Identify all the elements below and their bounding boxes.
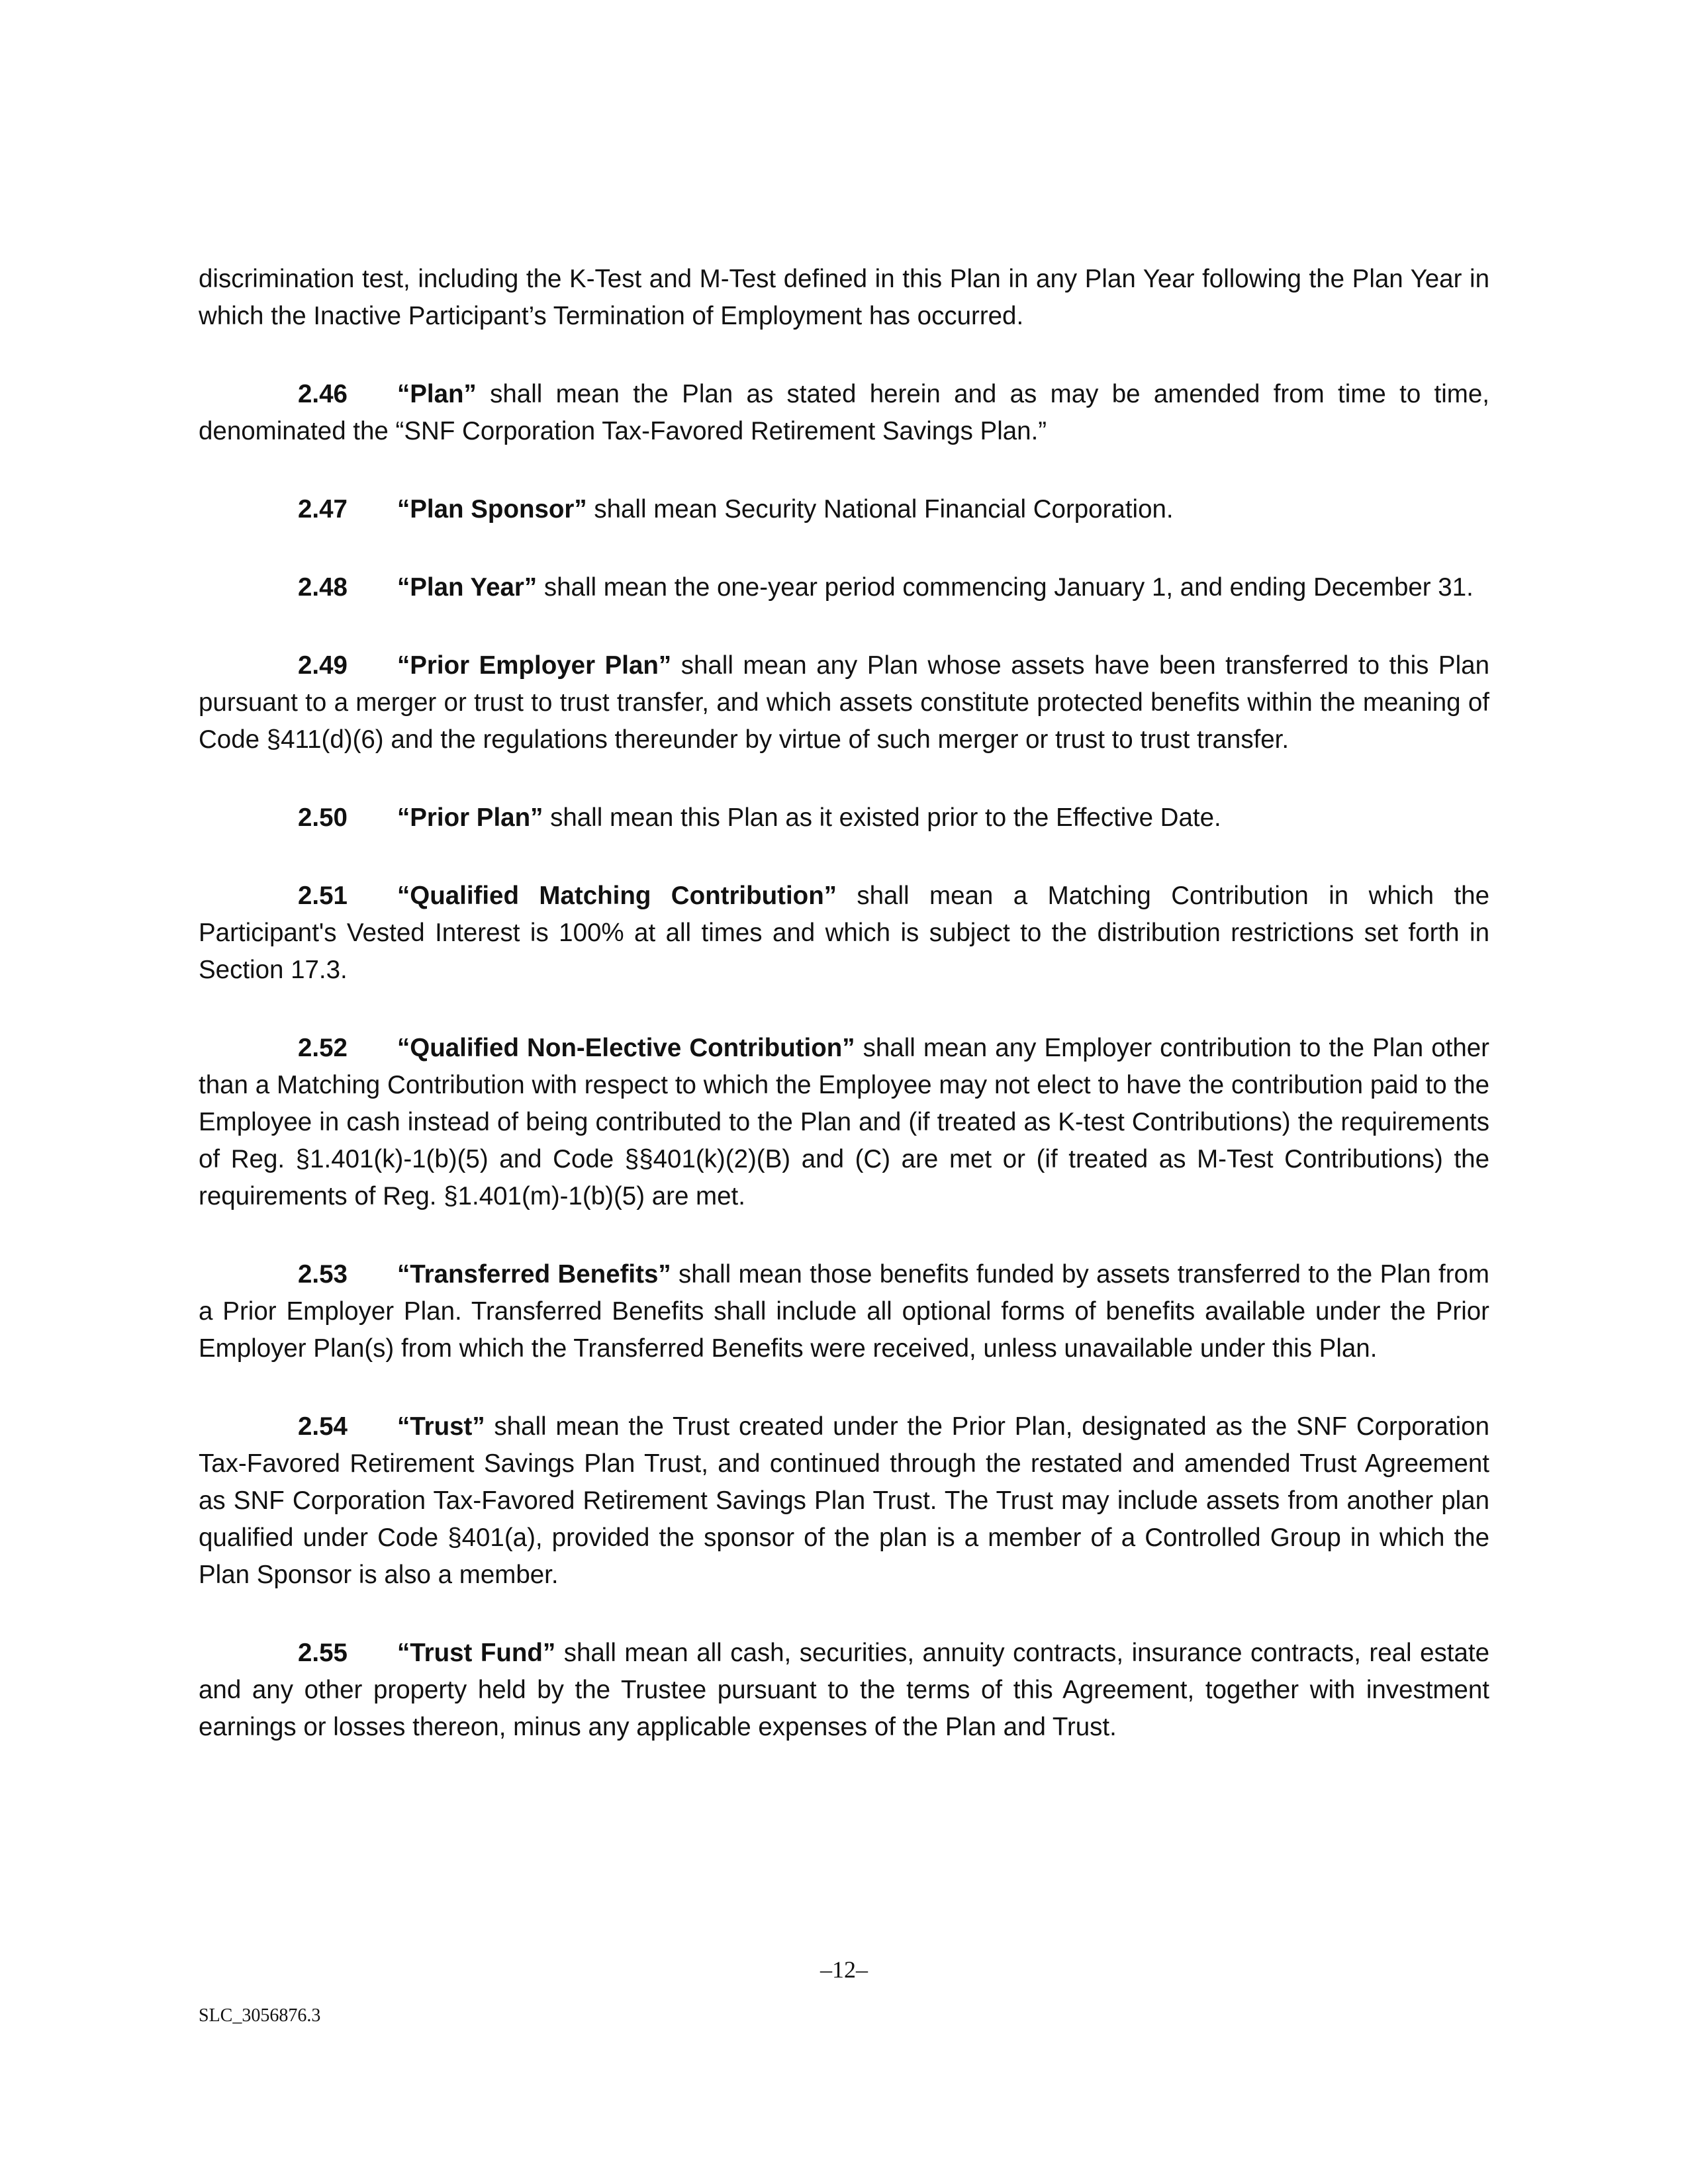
page-number: –12– [820, 1956, 868, 1983]
section-number: 2.47 [298, 494, 348, 523]
section-2-54 [199, 1408, 1489, 1594]
document-id: SLC_3056876.3 [199, 2005, 321, 2026]
definition-text: shall mean the Plan as stated herein and as may be amended from time to time, denominated the “SNF Corporation Tax-Favored Retirement Savings Plan.” [199, 379, 1489, 445]
definition-text: shall mean those benefits funded by assets transferred to the Plan from a Prior Employer Plan. Transferred Benefits shall include all optional forms of benefits available under the Prior Employer Plan(s) from which the Transferred Benefits were received, unless unavailable under this Plan. [199, 1259, 1489, 1363]
document-body [199, 235, 1489, 1787]
section-2-53 [199, 1256, 1489, 1367]
section-2-55 [199, 1635, 1489, 1746]
definition-text: shall mean this Plan as it existed prior to the Effective Date. [543, 803, 1221, 832]
section-number: 2.55 [298, 1638, 348, 1667]
section-number: 2.54 [298, 1412, 348, 1441]
section-number: 2.52 [298, 1033, 348, 1062]
continuation-paragraph: discrimination test, including the K-Test and M-Test defined in this Plan in any Plan Year following the Plan Year in which the Inactive Participant’s Termination of Employment has occurred. [199, 264, 1489, 330]
defined-term: “Qualified Matching Contribution” [397, 881, 837, 910]
section-2-50 [199, 799, 1489, 837]
defined-term: “Trust” [397, 1412, 485, 1441]
defined-term: “Trust Fund” [397, 1638, 556, 1667]
section-number: 2.51 [298, 881, 348, 910]
section-2-49 [199, 647, 1489, 758]
section-2-52 [199, 1030, 1489, 1215]
section-2-48 [199, 569, 1489, 606]
defined-term: “Plan” [397, 379, 477, 408]
section-number: 2.50 [298, 803, 348, 832]
section-number: 2.48 [298, 572, 348, 602]
definition-text: shall mean any Employer contribution to the Plan other than a Matching Contribution with respect to which the Employee may not elect to have the contribution paid to the Employee in cash instead of being contributed to the Plan and (if treated as K-test Contributions) the requirements of Reg. §1.401(k)-1(b)(5) and Code §§401(k)(2)(B) and (C) are met or (if treated as M-Test Contributions) the requirements of Reg. §1.401(m)-1(b)(5) are met. [199, 1033, 1490, 1210]
section-number: 2.46 [298, 379, 348, 408]
section-2-51 [199, 878, 1489, 989]
defined-term: “Prior Employer Plan” [397, 651, 672, 680]
definition-text: shall mean all cash, securities, annuity contracts, insurance contracts, real estate and any other property held by the Trustee pursuant to the terms of this Agreement, together with investment earnings or losses thereon, minus any applicable expenses of the Plan and Trust. [199, 1638, 1489, 1741]
definition-text: shall mean the one-year period commencing January 1, and ending December 31. [537, 572, 1474, 602]
definition-text: shall mean the Trust created under the Prior Plan, designated as the SNF Corporation Tax-Favored Retirement Savings Plan Trust, and continued through the restated and amended Trust Agreement as SNF Corporation Tax-Favored Retirement Savings Plan Trust. The Trust may include assets from another plan qualified under Code §401(a), provided the sponsor of the plan is a member of a Controlled Group in which the Plan Sponsor is also a member. [199, 1412, 1489, 1589]
section-2-47 [199, 491, 1489, 528]
defined-term: “Transferred Benefits” [397, 1259, 671, 1289]
section-number: 2.49 [298, 651, 348, 680]
defined-term: “Plan Sponsor” [397, 494, 587, 523]
section-number: 2.53 [298, 1259, 348, 1289]
section-2-46 [199, 376, 1489, 450]
defined-term: “Plan Year” [397, 572, 538, 602]
defined-term: “Prior Plan” [397, 803, 543, 832]
definition-text: shall mean a Matching Contribution in which the Participant's Vested Interest is 100% at all times and which is subject to the distribution restrictions set forth in Section 17.3. [199, 881, 1490, 984]
definition-text: shall mean any Plan whose assets have been transferred to this Plan pursuant to a merger or trust to trust transfer, and which assets constitute protected benefits within the meaning of Code §411(d)(6) and the regulations thereunder by virtue of such merger or trust to trust transfer. [199, 651, 1489, 754]
definition-text: shall mean Security National Financial Corporation. [586, 494, 1174, 523]
defined-term: “Qualified Non-Elective Contribution” [397, 1033, 855, 1062]
